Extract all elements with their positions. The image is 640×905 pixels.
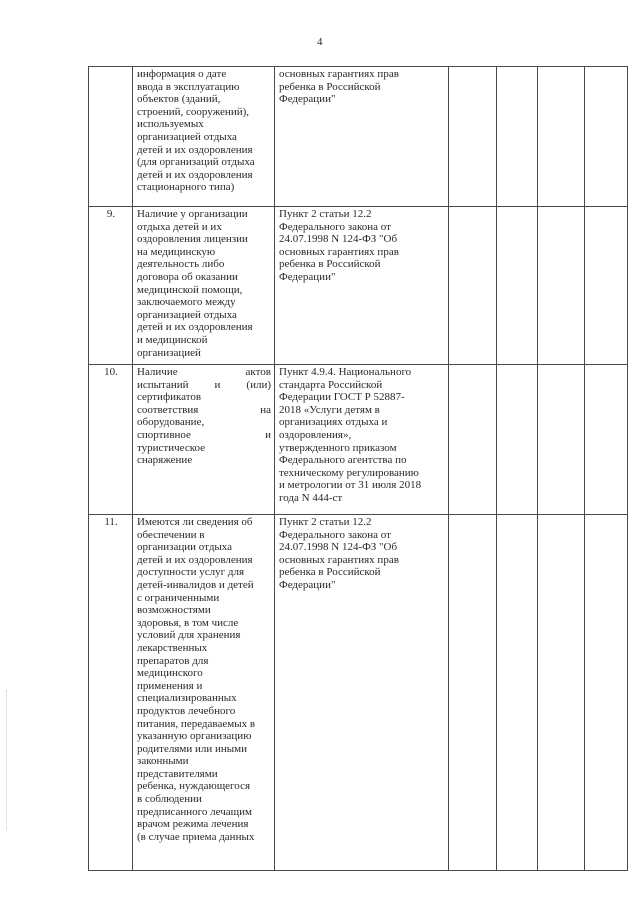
reference-line: 2018 «Услуги детям в [279, 403, 380, 416]
requirement-line: ребенка, нуждающегося [137, 780, 251, 793]
answer-cell-3 [538, 365, 585, 515]
reference-line: Федерального закона от [279, 528, 391, 541]
requirement-line: законными [137, 755, 189, 768]
reference-line: ребенка в Российской [279, 80, 381, 93]
requirement-line: сертификатов [137, 391, 202, 404]
requirement-line: и медицинской [137, 333, 208, 346]
requirement-line: Наличие актов [137, 366, 271, 378]
reference-line: Федерального агентства по [279, 454, 407, 467]
answer-cell-3 [538, 515, 585, 871]
answer-cell-1 [449, 207, 497, 365]
requirement-line: обеспечении в [137, 528, 205, 541]
reference-line: утвержденного приказом [279, 441, 397, 454]
page-number: 4 [317, 36, 323, 48]
reference-line: техническому регулированию [279, 466, 419, 479]
reference-line: Пункт 2 статьи 12.2 [279, 516, 372, 528]
requirement-line: медицинской помощи, [137, 283, 243, 296]
row-number: 9. [89, 207, 133, 365]
reference-line: Федерации" [279, 270, 336, 283]
answer-cell-2 [497, 67, 538, 207]
answer-cell-4 [585, 67, 628, 207]
answer-cell-2 [497, 365, 538, 515]
requirement-line: организацией отдыха [137, 308, 237, 321]
requirement-line: снаряжение [137, 454, 193, 467]
requirement-line: деятельность либо [137, 258, 225, 271]
requirement-line: применения и [137, 679, 203, 692]
requirement-line: (в случае приема данных [137, 830, 255, 843]
requirement-line: с ограниченными [137, 591, 220, 604]
requirement-line: строений, сооружений), [137, 105, 250, 118]
requirement-line: указанную организацию [137, 730, 252, 743]
reference-line: оздоровления», [279, 428, 352, 441]
answer-cell-1 [449, 67, 497, 207]
requirement-line: родителями или иными [137, 742, 248, 755]
reference-line: Пункт 2 статьи 12.2 [279, 208, 372, 220]
answer-cell-2 [497, 515, 538, 871]
table-row [89, 207, 628, 365]
reference-line: Пункт 4.9.4. Национального [279, 366, 412, 378]
requirement-line: на медицинскую [137, 245, 216, 258]
requirement-line: здоровья, в том числе [137, 616, 239, 629]
requirement-line: детей и их оздоровления [137, 321, 253, 334]
requirement-cell [133, 365, 275, 515]
requirement-line: в соблюдении [137, 793, 202, 806]
requirement-cell [133, 515, 275, 871]
answer-cell-1 [449, 365, 497, 515]
requirement-line: питания, передаваемых в [137, 717, 256, 730]
requirement-line: (для организаций отдыха [137, 156, 255, 169]
answer-cell-1 [449, 515, 497, 871]
requirement-line: детей-инвалидов и детей [137, 578, 254, 591]
requirement-line: испытаний и (или) [137, 378, 271, 391]
requirement-line: организации отдыха [137, 541, 233, 554]
answer-cell-2 [497, 207, 538, 365]
row-number: 11. [89, 515, 133, 871]
answer-cell-3 [538, 67, 585, 207]
reference-line: организациях отдыха и [279, 416, 388, 429]
reference-line: ребенка в Российской [279, 258, 381, 271]
reference-line: ребенка в Российской [279, 566, 381, 579]
reference-line: Федерации" [279, 93, 336, 106]
requirement-line: препаратов для [137, 654, 209, 667]
requirement-line: Имеются ли сведения об [137, 516, 253, 528]
requirement-line: детей и их оздоровления [137, 143, 253, 156]
requirement-line: используемых [137, 118, 204, 131]
answer-cell-4 [585, 207, 628, 365]
reference-line: и метрологии от 31 июля 2018 [279, 479, 422, 492]
reference-line: Федерации" [279, 578, 336, 591]
table-row [89, 515, 628, 871]
requirement-line: отдыха детей и их [137, 220, 222, 233]
reference-line: основных гарантиях прав [279, 245, 399, 258]
reference-line: 24.07.1998 N 124-ФЗ "Об [279, 541, 398, 554]
legal-reference-cell [275, 515, 449, 871]
requirement-line: детей и их оздоровления [137, 553, 253, 566]
requirement-line: продуктов лечебного [137, 704, 236, 717]
scan-edge-marks [6, 690, 9, 830]
requirement-line: врачом режима лечения [137, 818, 249, 831]
requirement-line: объектов (зданий, [137, 93, 221, 106]
requirement-line: оздоровления лицензии [137, 233, 248, 246]
requirement-line: стационарного типа) [137, 181, 235, 194]
table-body [89, 67, 628, 871]
legal-reference-cell [275, 67, 449, 207]
reference-line: Федерального закона от [279, 220, 391, 233]
answer-cell-4 [585, 515, 628, 871]
requirement-line: представителями [137, 767, 218, 780]
requirement-line: организацией отдыха [137, 130, 237, 143]
legal-reference-cell [275, 365, 449, 515]
requirement-line: туристическое [137, 441, 205, 454]
checklist-table [88, 66, 628, 871]
requirement-line: предписанного лечащим [137, 805, 252, 818]
requirement-line: специализированных [137, 692, 237, 705]
requirement-line: лекарственных [137, 641, 208, 654]
requirement-line: договора об оказании [137, 270, 238, 283]
reference-line: Федерации ГОСТ Р 52887- [279, 391, 405, 404]
requirement-line: доступности услуг для [137, 566, 245, 579]
requirement-cell [133, 67, 275, 207]
requirement-line: возможностями [137, 604, 211, 617]
requirement-line: соответствия на [137, 403, 271, 416]
table-row [89, 67, 628, 207]
reference-line: основных гарантиях прав [279, 553, 399, 566]
requirement-line: информация о дате [137, 68, 227, 80]
requirement-line: ввода в эксплуатацию [137, 80, 240, 93]
requirement-line: спортивное и [137, 428, 271, 441]
requirement-line: организацией [137, 346, 201, 359]
reference-line: 24.07.1998 N 124-ФЗ "Об [279, 233, 398, 246]
requirement-line: оборудование, [137, 416, 205, 429]
answer-cell-4 [585, 365, 628, 515]
answer-cell-3 [538, 207, 585, 365]
row-number [89, 67, 133, 207]
legal-reference-cell [275, 207, 449, 365]
requirement-line: медицинского [137, 667, 203, 680]
requirement-line: детей и их оздоровления [137, 168, 253, 181]
table-row [89, 365, 628, 515]
requirement-line: Наличие у организации [137, 208, 248, 220]
requirement-cell [133, 207, 275, 365]
reference-line: основных гарантиях прав [279, 68, 399, 80]
row-number: 10. [89, 365, 133, 515]
reference-line: года N 444-ст [279, 491, 343, 504]
requirement-line: заключаемого между [137, 296, 236, 309]
requirement-line: условий для хранения [137, 629, 241, 642]
reference-line: стандарта Российской [279, 378, 383, 391]
